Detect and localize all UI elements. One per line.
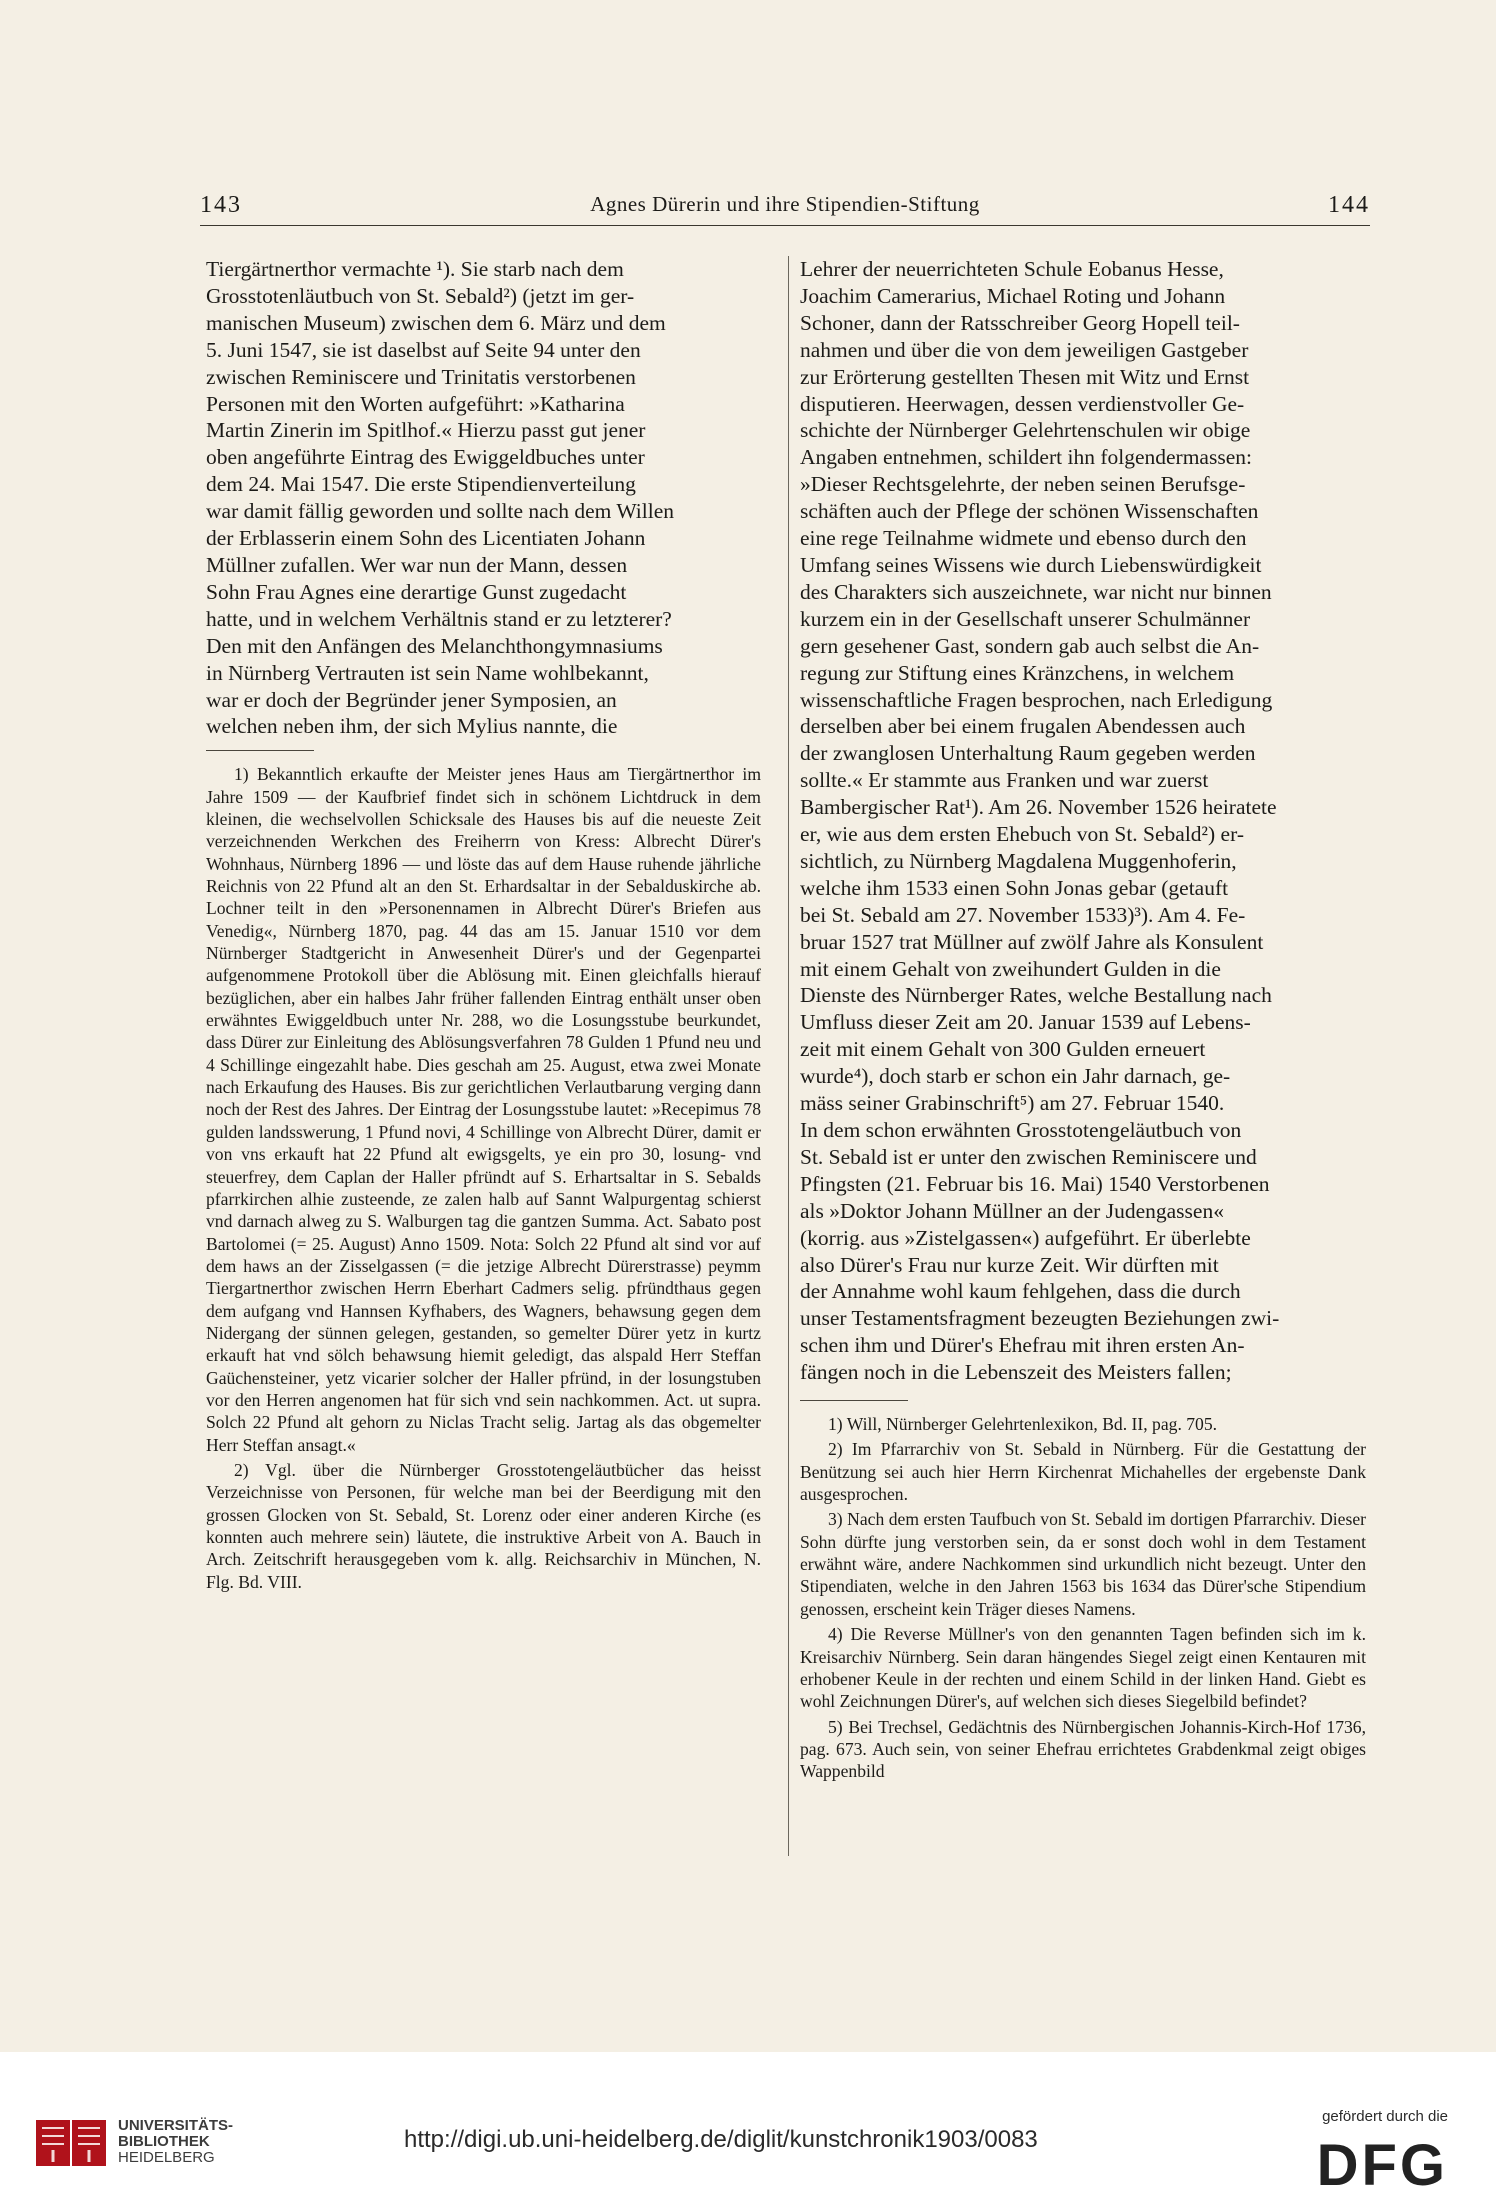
text-line: der zwanglosen Unterhaltung Raum gegeben werden <box>800 741 1256 766</box>
text-line: sollte.« Er stammte aus Franken und war zuerst <box>800 768 1209 793</box>
institution-line: UNIVERSITÄTS- <box>118 2117 234 2134</box>
footnote-1: 1) Bekanntlich erkaufte der Meister jenes Haus am Tiergärtnerthor im Jahre 1509 — der Kaufbrief findet sich in schönem Lichtdruck in dem kleinen, die wechselvollen Schicksale des Hauses bis auf die neueste Zeit verzeichnenden Werkchen des Freiherrn von Kress: Albrecht Dürer's Wohnhaus, Nürnberg 1896 — und löste das auf dem Hause ruhende jährliche Reichnis von 22 Pfund alt an den St. Erhardsaltar in der Sebalduskirche ab. Lochner teilt in den »Personennamen in Albrecht Dürer's Briefen aus Venedig«, Nürnberg 1870, pag. 44 das am 15. Januar 1510 vor dem Nürnberger Stadtgericht in Anwesenheit Dürer's und der Gegenpartei aufgenommene Protokoll über die Ablösung mit. Einen gleichfalls hierauf bezüglichen, aber ein halbes Jahr früher fallenden Eintrag enthält unser oben erwähntes Ewiggeldbuch unter Nr. 288, wo die Losungsstube beurkundet, dass Dürer zur Einleitung des Ablösungsverfahren 78 Gulden 1 Pfund neu und 4 Schillinge eingezahlt habe. Dies geschah am 25. August, etwa zwei Monate nach Erkaufung des Hauses. Bis zur gerichtlichen Verlautbarung verging dann noch der Rest des Jahres. Der Eintrag der Losungsstube lautet: »Recepimus 78 gulden landsswerung, 1 Pfund novi, 4 Schillinge von Albrecht Dürer, damit er von vns erkauft hat 22 Pfund alt ewigsgelts, ye ein pro 30, losung- vnd steuerfrey, dem Caplan der Haller pfründt auf S. Erhartsaltar in S. Sebalds pfarrkirchen alhie zusteende, ze zalen halb auf Sannt Walpurgentag schierst vnd darnach alweg zu S. Walburgen tag die gantzen Summa. Act. Sabato post Bartolomei (= 25. August) Anno 1509. Nota: Solch 22 Pfund alt sind vor auf dem haws an der Zisselgassen (= die jetzige Albrecht Dürerstrasse) peymm Tiergartnerthor zwischen Herrn Eberhart Cadmers selig. pfründthaus gegen dem aufgang vnd Hannsen Kyfhabers, des Wagners, behawsung gegen dem Nidergang der sünnen gelegen, gestanden, so gemelter Dürer yetz in kurtz erkauft hat vnd sölch behawsung hiemit geledigt, das alspald Herr Steffan Gaüchensteiner, yetz vicarier solcher der Haller pfründ, in der losungstuben vor den Herren angenomen hat für sich vnd sein nachkommen. Act. ut supra. Solch 22 Pfund alt gehorn zu Niclas Tracht selig. Jartag als das obgemelter Herr Steffan ansagt.« <box>206 764 761 1455</box>
text-line: regung zur Stiftung eines Kränzchens, in welchem <box>800 660 1235 685</box>
text-line: Tiergärtnerthor vermachte ¹). Sie starb nach dem <box>206 257 624 281</box>
text-line: Bambergischer Rat¹). Am 26. November 1526 heiratete <box>800 795 1277 820</box>
right-column <box>800 256 1366 1783</box>
text-line: schen ihm und Dürer's Ehefrau mit ihren ersten An- <box>800 1333 1245 1358</box>
text-line: disputieren. Heerwagen, dessen verdienstvoller Ge- <box>800 391 1245 416</box>
text-line: gern gesehener Gast, sondern gab auch selbst die An- <box>800 633 1260 658</box>
text-line: welchen neben ihm, der sich Mylius nannte, die <box>206 714 618 739</box>
page-number-right: 144 <box>1328 192 1370 218</box>
library-logo-icon <box>34 2114 108 2172</box>
text-line: derselben aber bei einem frugalen Abendessen auch <box>800 714 1246 739</box>
text-line: Sohn Frau Agnes eine derartige Gunst zugedacht <box>206 579 627 604</box>
text-line: als »Doktor Johann Müllner an der Judengassen« <box>800 1198 1224 1223</box>
column-divider <box>788 256 789 1856</box>
text-line: schichte der Nürnberger Gelehrtenschulen wir obige <box>800 418 1251 443</box>
text-line: Umfang seines Wissens wie durch Liebenswürdigkeit <box>800 552 1262 577</box>
text-line: zur Erörterung gestellten Thesen mit Witz und Ernst <box>800 364 1250 389</box>
text-line: St. Sebald ist er unter den zwischen Reminiscere und <box>800 1144 1257 1169</box>
text-line: hatte, und in welchem Verhältnis stand er zu letzterer? <box>206 606 672 631</box>
text-line: er, wie aus dem ersten Ehebuch von St. Sebald²) er- <box>800 822 1244 847</box>
text-line: in Nürnberg Vertrauten ist sein Name wohlbekannt, <box>206 660 649 685</box>
header-rule <box>200 225 1370 226</box>
text-line: Joachim Camerarius, Michael Roting und Johann <box>800 283 1226 308</box>
text-line: Müllner zufallen. Wer war nun der Mann, dessen <box>206 552 628 577</box>
text-line: welche ihm 1533 einen Sohn Jonas gebar (getauft <box>800 875 1229 900</box>
text-line: der Annahme wohl kaum fehlgehen, dass die durch <box>800 1279 1241 1304</box>
text-line: kurzem ein in der Gesellschaft unserer Schulmänner <box>800 606 1251 631</box>
footnote-5: 5) Bei Trechsel, Gedächtnis des Nürnbergischen Johannis-Kirch-Hof 1736, pag. 673. Auch sein, von seiner Ehefrau errichtetes Grabdenkmal zeigt obiges Wappenbild <box>800 1716 1366 1782</box>
text-line: der Erblasserin einem Sohn des Licentiaten Johann <box>206 526 646 551</box>
footnote-2: 2) Im Pfarrarchiv von St. Sebald in Nürnberg. Für die Gestattung der Benützung sei auch hier Herrn Kirchenrat Michahelles der ergebenste Dank ausgesprochen. <box>800 1439 1366 1505</box>
text-line: (korrig. aus »Zistelgassen«) aufgeführt. Er überlebte <box>800 1225 1251 1250</box>
page-number-left: 143 <box>200 192 242 218</box>
dfg-logo: DFG <box>1316 2133 1448 2198</box>
text-line: Angaben entnehmen, schildert ihn folgendermassen: <box>800 445 1252 470</box>
text-line: fängen noch in die Lebenszeit des Meisters fallen; <box>800 1360 1232 1385</box>
text-line: sichtlich, zu Nürnberg Magdalena Muggenhoferin, <box>800 848 1237 873</box>
text-line: Lehrer der neuerrichteten Schule Eobanus Hesse, <box>800 257 1224 281</box>
text-line: mäss seiner Grabinschrift⁵) am 27. Februar 1540. <box>800 1091 1225 1116</box>
text-line: war damit fällig geworden und sollte nach dem Willen <box>206 499 675 524</box>
page-header <box>200 188 1370 224</box>
text-line: des Charakters sich auszeichnete, war nicht nur binnen <box>800 579 1272 604</box>
text-line: Dienste des Nürnberger Rates, welche Bestallung nach <box>800 983 1272 1008</box>
text-line: also Dürer's Frau nur kurze Zeit. Wir dürften mit <box>800 1252 1219 1277</box>
text-line: dem 24. Mai 1547. Die erste Stipendienverteilung <box>206 472 636 497</box>
text-line: wissenschaftliche Fragen besprochen, nach Erledigung <box>800 687 1273 712</box>
footnote-rule <box>800 1400 908 1401</box>
footnote-rule <box>206 750 314 751</box>
text-line: bei St. Sebald am 27. November 1533)³). Am 4. Fe- <box>800 902 1246 927</box>
text-line: schäften auch der Pflege der schönen Wissenschaften <box>800 499 1259 524</box>
digitization-footer <box>0 2052 1496 2200</box>
footnote-3: 3) Nach dem ersten Taufbuch von St. Sebald im dortigen Pfarrarchiv. Dieser Sohn dürfte jung verstorben sein, da er sonst doch wohl in dem Testament erwähnt wäre, andere Nachkommen sind urkundlich nicht bezeugt. Unter den Stipendiaten, welche in den Jahren 1563 bis 1634 das Dürer'sche Stipendium genossen, erscheint kein Träger dieses Namens. <box>800 1509 1366 1619</box>
institution-line: BIBLIOTHEK <box>118 2133 210 2150</box>
text-line: bruar 1527 trat Müllner auf zwölf Jahre als Konsulent <box>800 929 1264 954</box>
text-line: zeit mit einem Gehalt von 300 Gulden erneuert <box>800 1037 1206 1062</box>
text-line: eine rege Teilnahme widmete und ebenso durch den <box>800 526 1247 551</box>
text-line: Grosstotenläutbuch von St. Sebald²) (jetzt im ger- <box>206 283 635 308</box>
text-line: oben angeführte Eintrag des Ewiggeldbuches unter <box>206 445 645 470</box>
right-body-text <box>800 256 1366 1386</box>
footnote-2: 2) Vgl. über die Nürnberger Grosstotengeläutbücher das heisst Verzeichnisse von Personen, für welche man bei der Beerdigung mit den grossen Glocken von St. Sebald, St. Lorenz oder einer anderen Kirche (es konnten auch mehrere sein) läutete, die instruktive Arbeit von A. Bauch in Arch. Zeitschrift herausgegeben vom k. allg. Reichsarchiv in München, N. Flg. Bd. VIII. <box>206 1459 761 1592</box>
text-line: Martin Zinerin im Spitlhof.« Hierzu passt gut jener <box>206 418 646 443</box>
text-line: zwischen Reminiscere und Trinitatis verstorbenen <box>206 364 636 389</box>
text-line: war er doch der Begründer jener Symposien, an <box>206 687 617 712</box>
text-line: Den mit den Anfängen des Melanchthongymnasiums <box>206 633 663 658</box>
text-line: nahmen und über die von dem jeweiligen Gastgeber <box>800 337 1249 362</box>
left-column <box>206 256 761 1593</box>
text-line: unser Testamentsfragment bezeugten Beziehungen zwi- <box>800 1306 1280 1331</box>
text-line: Pfingsten (21. Februar bis 16. Mai) 1540 Verstorbenen <box>800 1171 1270 1196</box>
footnote-4: 4) Die Reverse Müllner's von den genannten Tagen befinden sich im k. Kreisarchiv Nürnberg. Sein daran hängendes Siegel zeigt einen Kentauren mit erhobener Keule in der rechten und einem Schild in der linken Hand. Giebt es wohl Zeichnungen Dürer's, auf welchen sich dieses Siegelbild befindet? <box>800 1624 1366 1712</box>
sponsor-label: gefördert durch die <box>1322 2108 1448 2125</box>
text-line: mit einem Gehalt von zweihundert Gulden in die <box>800 956 1221 981</box>
text-line: wurde⁴), doch starb er schon ein Jahr darnach, ge- <box>800 1064 1231 1089</box>
running-title: Agnes Dürerin und ihre Stipendien-Stiftung <box>590 192 980 216</box>
permalink-url[interactable]: http://digi.ub.uni-heidelberg.de/diglit/kunstchronik1903/0083 <box>404 2126 1038 2153</box>
left-body-text <box>206 256 761 740</box>
text-line: Personen mit den Worten aufgeführt: »Katharina <box>206 391 625 416</box>
text-line: In dem schon erwähnten Grosstotengeläutbuch von <box>800 1118 1242 1142</box>
text-line: Umfluss dieser Zeit am 20. Januar 1539 auf Lebens- <box>800 1010 1251 1035</box>
text-line: »Dieser Rechtsgelehrte, der neben seinen Berufsge- <box>800 472 1246 497</box>
institution-name <box>118 2118 233 2166</box>
text-line: 5. Juni 1547, sie ist daselbst auf Seite 94 unter den <box>206 337 641 362</box>
institution-line: HEIDELBERG <box>118 2149 215 2166</box>
text-line: Schoner, dann der Ratsschreiber Georg Hopell teil- <box>800 310 1240 335</box>
text-line: manischen Museum) zwischen dem 6. März und dem <box>206 310 666 335</box>
footnote-1: 1) Will, Nürnberger Gelehrtenlexikon, Bd. II, pag. 705. <box>828 1414 1218 1435</box>
